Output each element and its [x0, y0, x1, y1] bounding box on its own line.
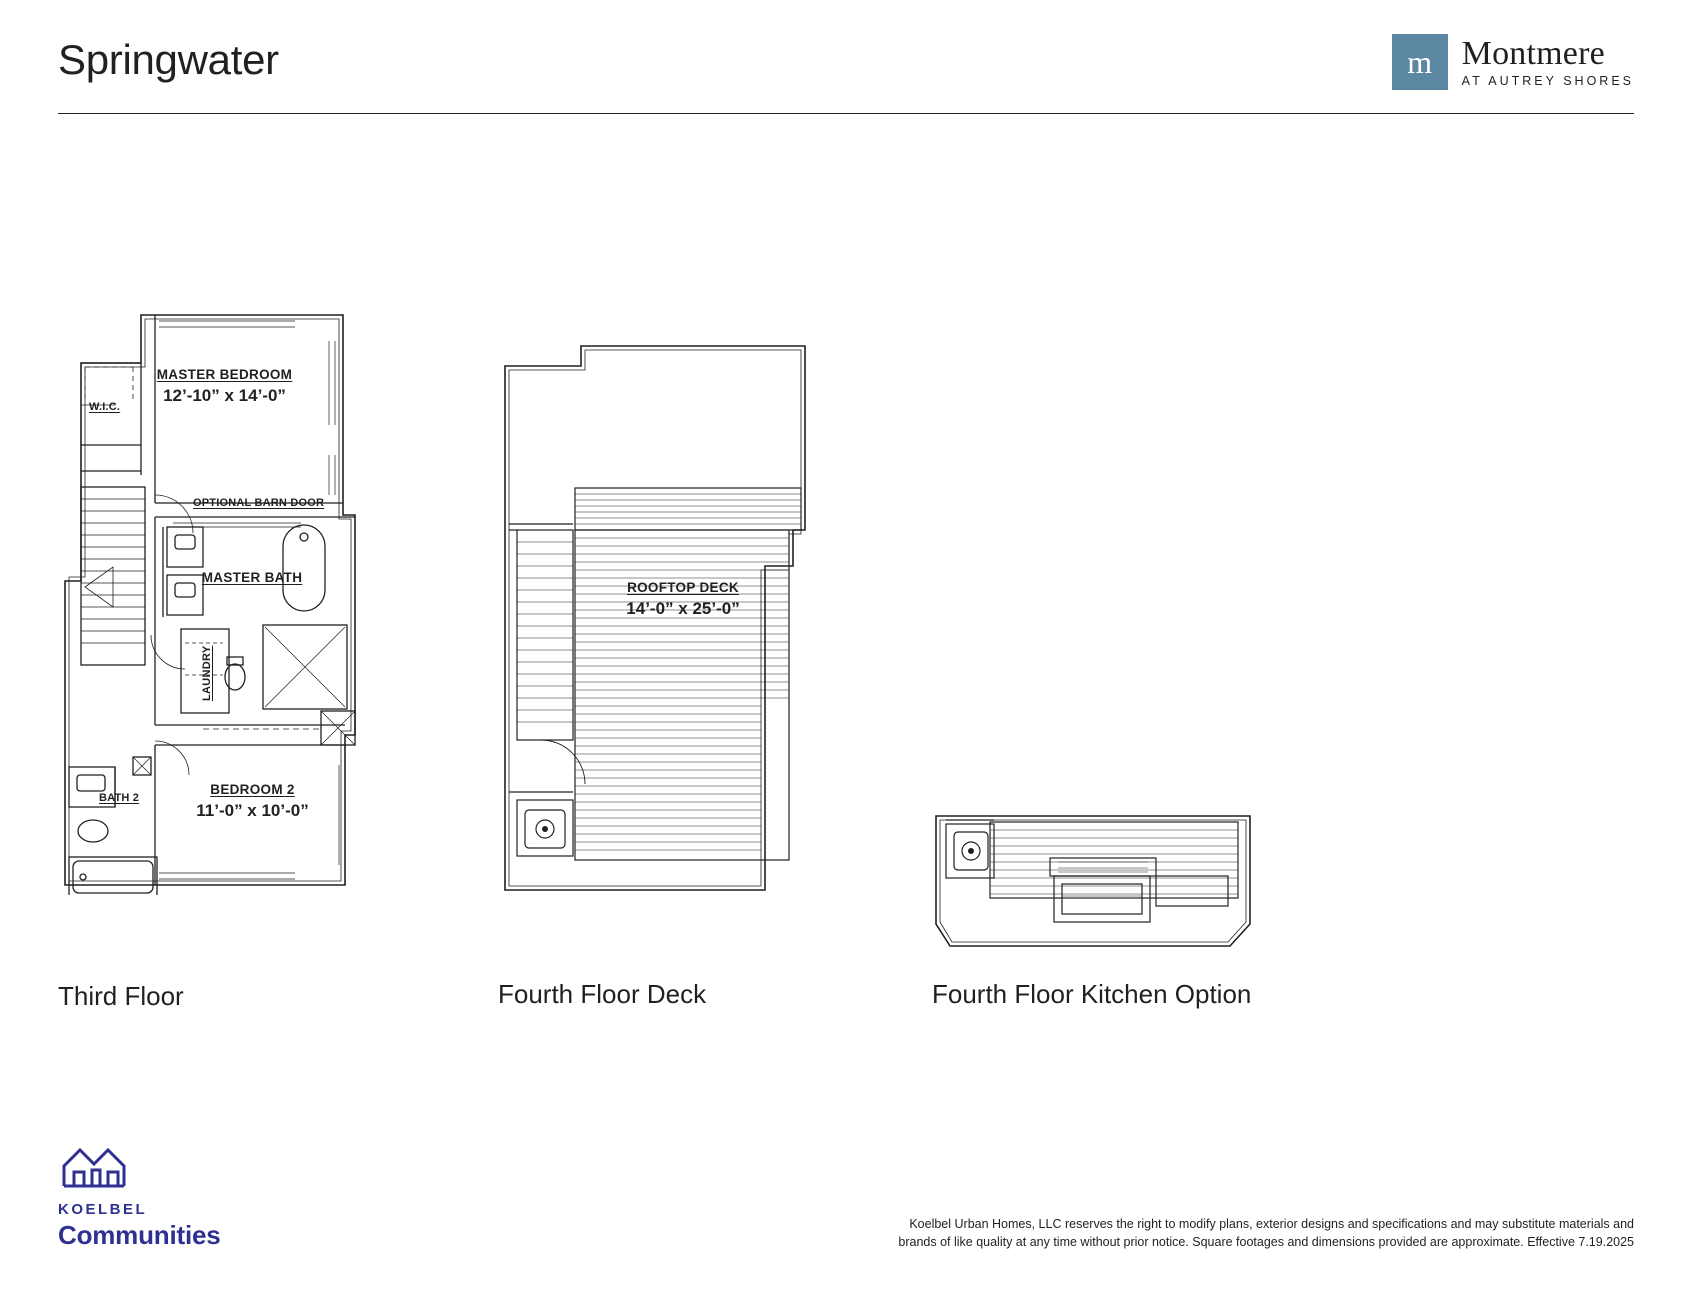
kitchen-option-drawing [930, 810, 1260, 970]
label-bath-2: BATH 2 [99, 792, 140, 804]
label-wic: W.I.C. [89, 401, 121, 413]
room-label-rooftop-deck [553, 580, 813, 618]
brand-name: Montmere [1461, 34, 1605, 72]
koelbel-mark-icon [58, 1140, 130, 1190]
room-dims: 14’-0” x 25’-0” [626, 598, 740, 618]
label-laundry: LAUNDRY [201, 645, 213, 701]
brand-text [1462, 36, 1634, 89]
room-label-bedroom-2 [145, 782, 360, 820]
room-label-master-bath [197, 570, 307, 586]
communities-wordmark: Communities [58, 1220, 221, 1250]
label-optional-barn-door: OPTIONAL BARN DOOR [193, 497, 325, 509]
caption-fourth-floor-deck: Fourth Floor Deck [498, 979, 707, 1009]
floorplan-fourth-floor-deck [495, 330, 855, 900]
room-dims: 11’-0” x 10’-0” [196, 800, 309, 820]
floorplan-fourth-floor-kitchen-option [930, 810, 1260, 970]
koelbel-wordmark: KOELBEL [58, 1201, 148, 1218]
floorplan-third-floor [55, 305, 395, 895]
room-name: MASTER BATH [201, 570, 303, 585]
caption-fourth-floor-kitchen-option: Fourth Floor Kitchen Option [932, 979, 1252, 1009]
room-name: MASTER BEDROOM [156, 367, 293, 382]
caption-third-floor: Third Floor [58, 981, 184, 1011]
room-dims: 12’-10” x 14’-0” [163, 385, 286, 405]
koelbel-communities-logo [58, 1140, 278, 1251]
room-label-master-bedroom [117, 367, 332, 405]
header-divider [58, 113, 1634, 114]
montmere-monogram-icon: m [1392, 34, 1448, 90]
page-title: Springwater [58, 36, 279, 83]
brand-tagline: AT AUTREY SHORES [1461, 74, 1634, 89]
room-name: BEDROOM 2 [210, 782, 295, 797]
legal-disclaimer: Koelbel Urban Homes, LLC reserves the right to modify plans, exterior designs and specifications and may substitute materials and brands of like quality at any time without prior notice. Square footages and dimensions provided are approximate. Effective 7.19.2025 [898, 1217, 1634, 1250]
room-name: ROOFTOP DECK [627, 580, 739, 595]
brand-logo [1392, 34, 1634, 90]
